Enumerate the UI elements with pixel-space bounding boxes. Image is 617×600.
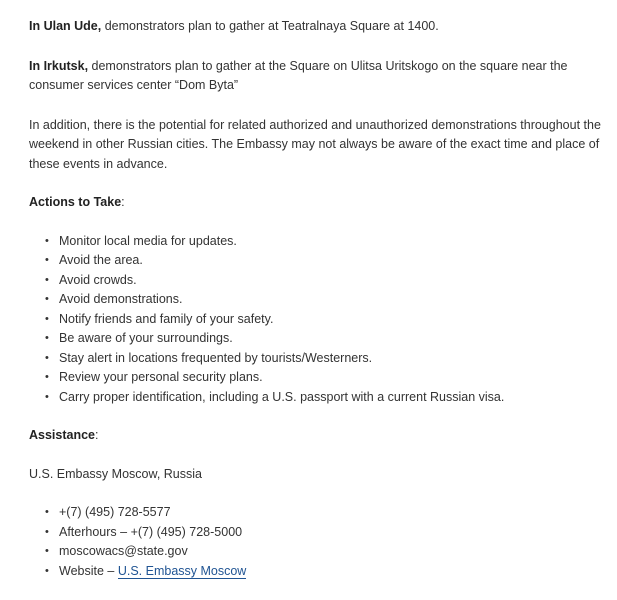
bullet-icon: •: [45, 525, 49, 538]
actions-heading-label: Actions to Take: [29, 195, 122, 209]
list-item: • Avoid demonstrations.: [59, 290, 601, 310]
bullet-icon: •: [45, 351, 49, 364]
bullet-icon: •: [45, 254, 49, 266]
list-item: • Review your personal security plans.: [59, 368, 601, 388]
bullet-icon: •: [45, 506, 49, 518]
bullet-icon: •: [45, 564, 49, 577]
list-item: • Notify friends and family of your safety.: [59, 310, 601, 330]
contact-phone: • +(7) (495) 728-5577: [59, 503, 601, 523]
embassy-name: U.S. Embassy Moscow, Russia: [29, 466, 202, 481]
assistance-heading-label: Assistance: [29, 428, 96, 442]
assistance-heading-colon: :: [95, 428, 99, 442]
bullet-icon: •: [45, 545, 49, 557]
actions-heading: [29, 193, 601, 213]
list-item: • Stay alert in locations frequented by tourists/Westerners.: [59, 349, 601, 369]
paragraph-additional: In addition, there is the potential for related authorized and unauthorized demonstrations throughout the weekend in other Russian cities. The Embassy may not always be aware of the exact time and place of these events in advance.: [29, 117, 601, 171]
actions-list: [29, 232, 601, 408]
list-item: • Monitor local media for updates.: [59, 232, 601, 252]
actions-heading-colon: :: [121, 195, 125, 209]
ulan-ude-text: demonstrators plan to gather at Teatralnaya Square at 1400.: [101, 19, 439, 33]
bullet-icon: •: [45, 234, 49, 247]
embassy-website-link[interactable]: U.S. Embassy Moscow: [117, 563, 247, 578]
bullet-icon: •: [45, 312, 49, 325]
list-item: • Be aware of your surroundings.: [59, 329, 601, 349]
city-ulan-ude: In Ulan Ude,: [29, 19, 102, 33]
irkutsk-text: demonstrators plan to gather at the Square on Ulitsa Uritskogo on the square near the consumer services center “Dom Byta”: [29, 58, 568, 92]
list-item: • Carry proper identification, including a U.S. passport with a current Russian visa.: [59, 388, 601, 408]
bullet-icon: •: [45, 293, 49, 305]
bullet-icon: •: [45, 371, 49, 383]
list-item: • Avoid crowds.: [59, 271, 601, 291]
paragraph-irkutsk: [29, 57, 601, 96]
contact-email: • moscowacs@state.gov: [59, 542, 601, 562]
assistance-heading: [29, 426, 601, 446]
city-irkutsk: In Irkutsk,: [29, 58, 89, 73]
bullet-icon: •: [45, 390, 49, 403]
bullet-icon: •: [45, 332, 49, 344]
contact-list: [29, 503, 601, 581]
contact-afterhours: • Afterhours – +(7) (495) 728-5000: [59, 523, 601, 543]
contact-website: • Website – U.S. Embassy Moscow: [59, 562, 601, 582]
paragraph-ulan-ude: [29, 17, 601, 37]
bullet-icon: •: [45, 273, 49, 286]
list-item: • Avoid the area.: [59, 251, 601, 271]
